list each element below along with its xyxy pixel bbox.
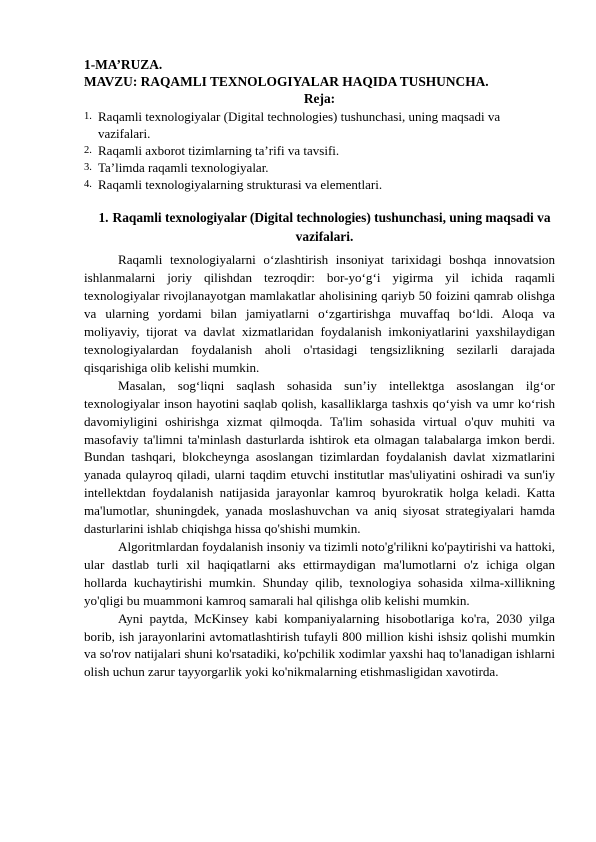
- plan-item-text: Raqamli axborot tizimlarning ta’rifi va tavsifi.: [98, 143, 340, 159]
- plan-item-number: 2.: [84, 145, 92, 157]
- plan-item: [84, 159, 555, 176]
- lecture-label: 1-MA’RUZA.: [84, 57, 163, 72]
- body-paragraph: Ayni paytda, McKinsey kabi kompaniyalarning hisobotlariga ko'ra, 2030 yilga borib, ish jarayonlarini avtomatlashtirish tufayli 800 million kishi ishsiz qolishi mumkin va so'rov natijalari shuni ko'rsatadiki, ko'pchilik xodimlar yaxshi haq to'lanadigan ishlarni olish uchun zarur tayyorgarlik yoki ko'nikmalarning etishmasligidan xavotirda.: [84, 610, 555, 680]
- plan-item-text: Raqamli texnologiyalarning strukturasi va elementlari.: [98, 177, 383, 193]
- plan-item-number: 4.: [84, 179, 92, 191]
- plan-title: Reja:: [303, 91, 336, 106]
- section-number: 1.: [98, 210, 109, 226]
- plan-item-text: Raqamli texnologiyalar (Digital technologies) tushunchasi, uning maqsadi va vazifalari.: [98, 109, 501, 142]
- plan-item: [84, 142, 555, 159]
- plan-list: [84, 108, 555, 193]
- plan-item-number: 3.: [84, 162, 92, 174]
- body-paragraph: Masalan, sog‘liqni saqlash sohasida sun’iy intellektga asoslangan ilg‘or texnologiyalar inson hayotini saqlab qolish, kasalliklarga tashxis qo‘yish va umr ko‘rish davomiyligini oshirishga xizmat qilmoqda. Ta'lim sohasida virtual o'quv muhiti va masofaviy ta'limni ta'minlash dasturlarda ishtirok eta olmagan talabalarga imkon berdi. Bundan tashqari, blokcheynga asoslangan tizimlardan foydalanish davlat xizmatlarini yanada qulayroq qiladi, ularni taqdim etuvchi institutlar mas'uliyatini oshiradi va sun'iy intellektdan foydalanish natijasida jarayonlar kamroq byurokratik holga keladi. Katta ma'lumotlar, shuningdek, yanada moslashuvchan va aniq siyosat strategiyalari hamda dasturlarini ishlab chiqishga hissa qo'shishi mumkin.: [84, 377, 555, 537]
- body-paragraph: Raqamli texnologiyalarni o‘zlashtirish insoniyat tarixidagi boshqa innovatsion ishlanmalarni joriy qilishdan tezroqdir: bor-yo‘g‘i yigirma yil ichida raqamli texnologiyalar rivojlanayotgan mamlakatlar aholisining qariyb 50 foizini qamrab olishga va ularning yordami bilan jamiyatlarni o‘zgartirishga muvaffaq bo‘ldi. Aloqa va moliyaviy, tijorat va davlat xizmatlaridan foydalanish imkoniyatlarini yaxshilaydigan texnologiyalardan foydalanish aholi o'rtasidagi tengsizlikning sezilarli darajada qisqarishiga olib kelishi mumkin.: [84, 252, 555, 375]
- plan-item: [84, 176, 555, 193]
- plan-item-number: 1.: [84, 111, 92, 122]
- plan-item-text: Ta’limda raqamli texnologiyalar.: [98, 160, 269, 176]
- topic-heading: MAVZU: RAQAMLI TEXNOLOGIYALAR HAQIDA TUSHUNCHA.: [84, 74, 489, 89]
- plan-item: [84, 108, 555, 142]
- section-heading: [84, 208, 555, 246]
- body-paragraph: Algoritmlardan foydalanish insoniy va tizimli noto'g'rilikni ko'paytirishi va hattoki, ular dastlab turli xil haqiqatlarni aks ettirmaydigan ma'lumotlarni o'z ichiga olgan hollarda kuchaytirishi mumkin. Shunday qilib, texnologiya sohasida xilma-xillikning yo'qligi bu muammoni kamroq samarali hal qilishga olib kelishi mumkin.: [84, 538, 555, 608]
- section-title-text: Raqamli texnologiyalar (Digital technologies) tushunchasi, uning maqsadi va vazifalari.: [112, 210, 551, 245]
